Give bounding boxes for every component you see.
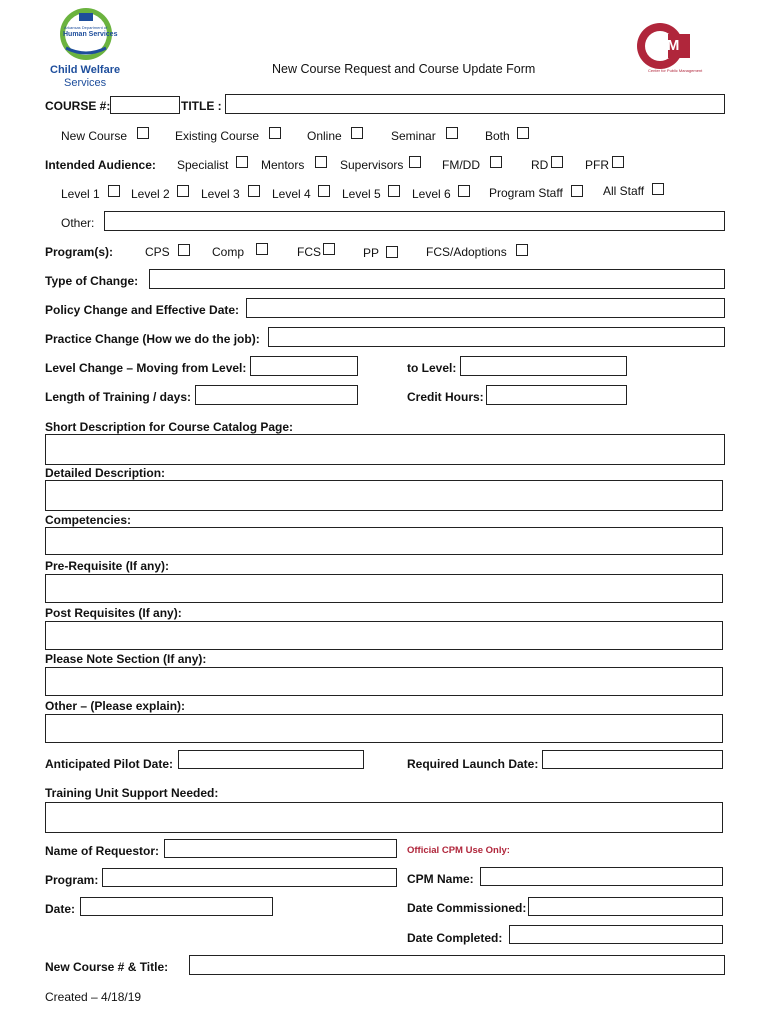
date-completed-label: Date Completed:: [407, 931, 503, 945]
new-course-title-label: New Course # & Title:: [45, 960, 169, 974]
date-commissioned-field[interactable]: [528, 897, 723, 916]
rd-checkbox[interactable]: [551, 156, 563, 168]
competencies-label: Competencies:: [45, 513, 132, 527]
pilot-date-field[interactable]: [178, 750, 364, 769]
course-num-label: COURSE #:: [45, 99, 111, 113]
program-field[interactable]: [102, 868, 397, 887]
program-staff-checkbox[interactable]: [571, 185, 583, 197]
rd-label: RD: [531, 158, 549, 172]
supervisors-checkbox[interactable]: [409, 156, 421, 168]
supervisors-label: Supervisors: [340, 158, 404, 172]
fcs-adoptions-checkbox[interactable]: [516, 244, 528, 256]
level1-label: Level 1: [61, 187, 100, 201]
short-description-field[interactable]: [45, 434, 725, 465]
logo-badge-text: Human Services: [63, 31, 118, 38]
training-unit-label: Training Unit Support Needed:: [45, 786, 219, 800]
to-level-field[interactable]: [460, 356, 627, 376]
cpm-letters: CPM: [648, 37, 679, 54]
fcs-checkbox[interactable]: [323, 243, 335, 255]
all-staff-label: All Staff: [603, 184, 645, 198]
comp-checkbox[interactable]: [256, 243, 268, 255]
level-change-from-field[interactable]: [250, 356, 358, 376]
cpm-name-field[interactable]: [480, 867, 723, 886]
level5-checkbox[interactable]: [388, 185, 400, 197]
level-change-label: Level Change – Moving from Level:: [45, 361, 247, 375]
title-label: TITLE :: [181, 99, 222, 113]
launch-date-field[interactable]: [542, 750, 723, 769]
cpm-logo: [636, 22, 703, 76]
practice-change-label: Practice Change (How we do the job):: [45, 332, 260, 346]
date-completed-field[interactable]: [509, 925, 723, 944]
competencies-field[interactable]: [45, 527, 723, 555]
cps-checkbox[interactable]: [178, 244, 190, 256]
detailed-description-label: Detailed Description:: [45, 466, 166, 480]
policy-change-label: Policy Change and Effective Date:: [45, 303, 240, 317]
requestor-field[interactable]: [164, 839, 397, 858]
other-label: Other:: [61, 216, 95, 230]
level3-label: Level 3: [201, 187, 240, 201]
level6-checkbox[interactable]: [458, 185, 470, 197]
fmdd-label: FM/DD: [442, 158, 480, 172]
pfr-checkbox[interactable]: [612, 156, 624, 168]
new-course-checkbox[interactable]: [137, 127, 149, 139]
launch-date-label: Required Launch Date:: [407, 757, 539, 771]
course-num-field[interactable]: [110, 96, 180, 114]
logo-line2: Services: [64, 77, 107, 89]
please-note-field[interactable]: [45, 667, 723, 696]
post-requisites-field[interactable]: [45, 621, 723, 650]
intended-audience-label: Intended Audience:: [45, 158, 156, 172]
date-field[interactable]: [80, 897, 273, 916]
detailed-description-field[interactable]: [45, 480, 723, 511]
date-commissioned-label: Date Commissioned:: [407, 901, 527, 915]
level3-checkbox[interactable]: [248, 185, 260, 197]
training-unit-field[interactable]: [45, 802, 723, 833]
both-label: Both: [485, 129, 510, 143]
form-title: New Course Request and Course Update Form: [272, 62, 536, 76]
pilot-date-label: Anticipated Pilot Date:: [45, 757, 174, 771]
credit-hours-field[interactable]: [486, 385, 627, 405]
length-of-training-field[interactable]: [195, 385, 358, 405]
level2-checkbox[interactable]: [177, 185, 189, 197]
practice-change-field[interactable]: [268, 327, 725, 347]
fcs-adoptions-label: FCS/Adoptions: [426, 245, 507, 259]
programs-label: Program(s):: [45, 245, 114, 259]
comp-label: Comp: [212, 245, 245, 259]
new-course-label: New Course: [61, 129, 128, 143]
level4-checkbox[interactable]: [318, 185, 330, 197]
other-explain-label: Other – (Please explain):: [45, 699, 186, 713]
mentors-label: Mentors: [261, 158, 305, 172]
seminar-label: Seminar: [391, 129, 436, 143]
both-checkbox[interactable]: [517, 127, 529, 139]
pre-requisite-field[interactable]: [45, 574, 723, 603]
type-of-change-field[interactable]: [149, 269, 725, 289]
existing-course-label: Existing Course: [175, 129, 260, 143]
existing-course-checkbox[interactable]: [269, 127, 281, 139]
level1-checkbox[interactable]: [108, 185, 120, 197]
pfr-label: PFR: [585, 158, 609, 172]
specialist-label: Specialist: [177, 158, 229, 172]
program-label: Program:: [45, 873, 99, 887]
created-date: Created – 4/18/19: [45, 990, 142, 1004]
specialist-checkbox[interactable]: [236, 156, 248, 168]
online-checkbox[interactable]: [351, 127, 363, 139]
please-note-label: Please Note Section (If any):: [45, 652, 207, 666]
pp-checkbox[interactable]: [386, 246, 398, 258]
to-level-label: to Level:: [407, 361, 457, 375]
requestor-label: Name of Requestor:: [45, 844, 160, 858]
online-label: Online: [307, 129, 342, 143]
child-welfare-logo: [44, 6, 154, 90]
pre-requisite-label: Pre-Requisite (If any):: [45, 559, 170, 573]
post-requisites-label: Post Requisites (If any):: [45, 606, 182, 620]
fcs-label: FCS: [297, 245, 321, 259]
cps-label: CPS: [145, 245, 170, 259]
cpm-sub: Center for Public Management: [648, 68, 703, 73]
seminar-checkbox[interactable]: [446, 127, 458, 139]
new-course-title-field[interactable]: [189, 955, 725, 975]
pp-label: PP: [363, 246, 380, 260]
date-label: Date:: [45, 902, 76, 916]
official-use-note: Official CPM Use Only:: [407, 845, 510, 856]
title-field[interactable]: [225, 94, 725, 114]
logo-line1: Child Welfare: [50, 64, 121, 76]
level4-label: Level 4: [272, 187, 311, 201]
level6-label: Level 6: [412, 187, 451, 201]
short-description-label: Short Description for Course Catalog Page:: [45, 420, 294, 434]
mentors-checkbox[interactable]: [315, 156, 327, 168]
other-explain-field[interactable]: [45, 714, 723, 743]
type-of-change-label: Type of Change:: [45, 274, 139, 288]
other-field[interactable]: [104, 211, 725, 231]
logo-badge-sub: Arkansas Department of: [64, 25, 108, 30]
fmdd-checkbox[interactable]: [490, 156, 502, 168]
program-staff-label: Program Staff: [489, 186, 563, 200]
credit-hours-label: Credit Hours:: [407, 390, 484, 404]
length-of-training-label: Length of Training / days:: [45, 390, 192, 404]
all-staff-checkbox[interactable]: [652, 183, 664, 195]
cpm-name-label: CPM Name:: [407, 872, 474, 886]
level5-label: Level 5: [342, 187, 381, 201]
policy-change-field[interactable]: [246, 298, 725, 318]
level2-label: Level 2: [131, 187, 170, 201]
